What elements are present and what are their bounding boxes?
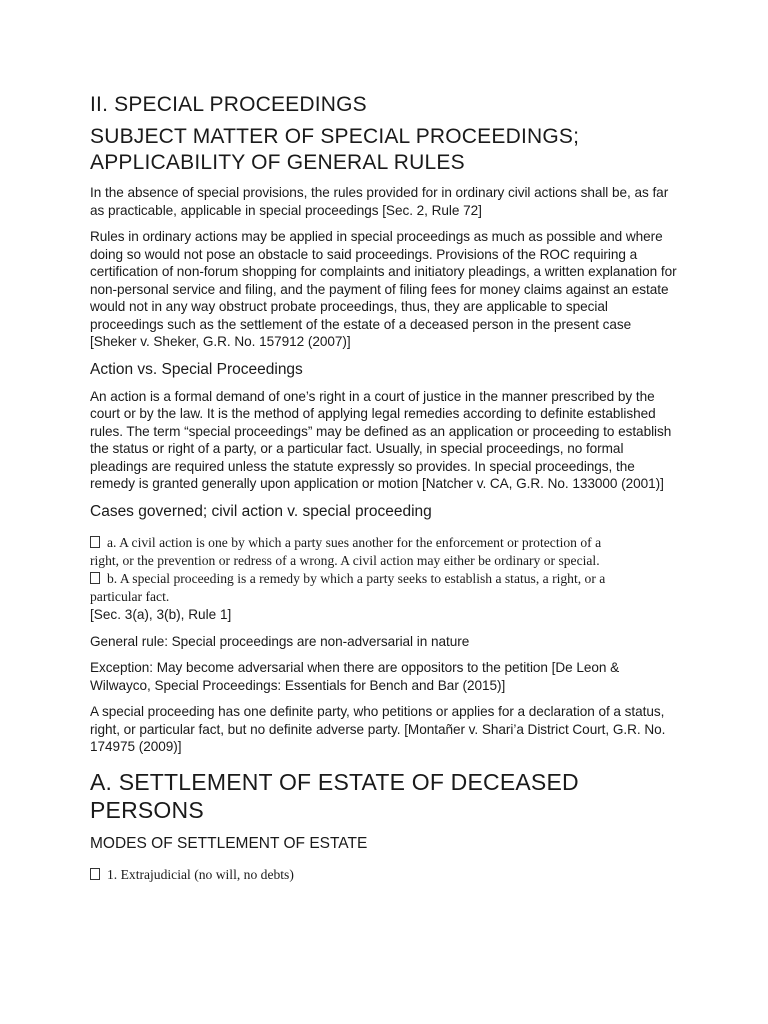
- checkbox-icon: [90, 536, 100, 548]
- list-item-a-text: a. A civil action is one by which a party sues another for the enforcement or protection of a: [107, 534, 602, 550]
- paragraph-general-rules: In the absence of special provisions, the rules provided for in ordinary civil actions shall be, as far as practicable, applicable in special proceedings [Sec. 2, Rule 72]: [90, 185, 669, 218]
- list-item-b-text: b. A special proceeding is a remedy by which a party seeks to establish a status, a right, or a: [107, 570, 606, 586]
- modes-list: [90, 866, 680, 884]
- section-title: II. SPECIAL PROCEEDINGS: [90, 93, 367, 116]
- checkbox-icon: [90, 868, 100, 880]
- paragraph-exception: Exception: May become adversarial when there are oppositors to the petition [De Leon & Wilwayco, Special Proceedings: Essentials for Bench and Bar (2015)]: [90, 660, 620, 693]
- list-item-a-line1: [90, 534, 680, 552]
- paragraph-sheker-case: Rules in ordinary actions may be applied in special proceedings as much as possible and where doing so would not pose an obstacle to said proceedings. Provisions of the ROC requiring a certification of non-forum shopping for complaints and initiatory pleadings, a written explanation for non-personal service and filing, and the payment of filing fees for money claims against an estate would not in any way obstruct probate proceedings, thus, they are applicable to special proceedings such as the settlement of the estate of a deceased person in the present case [Sheker v. Sheker, G.R. No. 157912 (2007)]: [90, 229, 677, 349]
- settlement-title: A. SETTLEMENT OF ESTATE OF DECEASED PERSONS: [90, 768, 579, 823]
- heading-cases-governed: Cases governed; civil action v. special proceeding: [90, 502, 432, 520]
- checkbox-icon: [90, 572, 100, 584]
- cases-citation: [Sec. 3(a), 3(b), Rule 1]: [90, 606, 232, 622]
- paragraph-definite-party: A special proceeding has one definite party, who petitions or applies for a declaration of a status, right, or particular fact, but no definite adverse party. [Montañer v. Shari’a District Court, G.R. No. 174975 (2009)]: [90, 704, 666, 754]
- heading-modes-settlement: MODES OF SETTLEMENT OF ESTATE: [90, 834, 368, 852]
- list-item-b-line2: particular fact.: [90, 588, 170, 604]
- list-item-a-line2: right, or the prevention or redress of a wrong. A civil action may either be ordinary or special.: [90, 552, 600, 568]
- section-subtitle: SUBJECT MATTER OF SPECIAL PROCEEDINGS; APPLICABILITY OF GENERAL RULES: [90, 125, 580, 174]
- paragraph-action-definition: An action is a formal demand of one’s right in a court of justice in the manner prescribed by the court or by the law. It is the method of applying legal remedies according to definite established rules. The term “special proceedings” may be defined as an application or proceeding to establish the status or right of a party, or a particular fact. Usually, in special proceedings, no formal pleadings are required unless the statute expressly so provides. In special proceedings, the remedy is granted generally upon application or motion [Natcher v. CA, G.R. No. 133000 (2001)]: [90, 388, 672, 491]
- cases-list: [90, 534, 680, 606]
- paragraph-general-rule: General rule: Special proceedings are non-adversarial in nature: [90, 633, 470, 649]
- document-page: [90, 92, 680, 884]
- list-item-1: [90, 866, 680, 884]
- heading-action-vs-special: Action vs. Special Proceedings: [90, 360, 303, 378]
- list-item-b-line1: [90, 570, 680, 588]
- list-item-1-text: 1. Extrajudicial (no will, no debts): [107, 866, 294, 882]
